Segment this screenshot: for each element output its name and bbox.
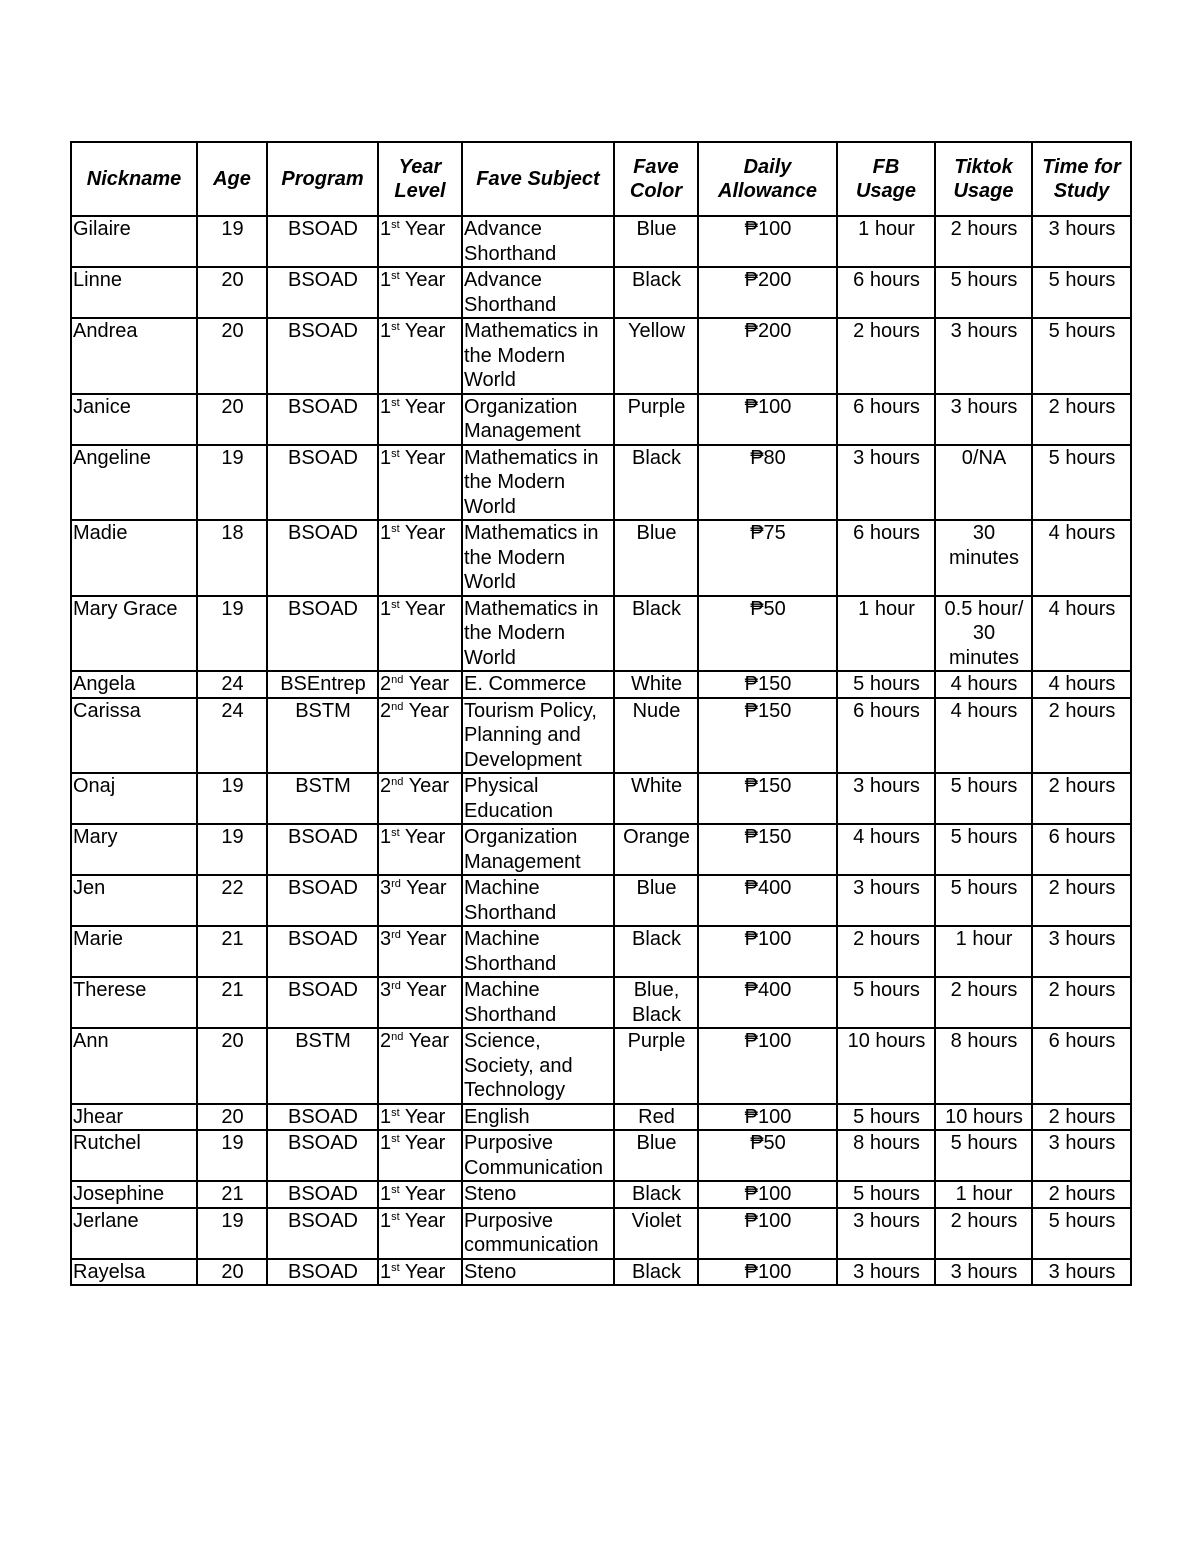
year-ordinal-suffix: nd bbox=[391, 776, 404, 788]
cell-tiktok-usage: 5 hours bbox=[935, 1130, 1032, 1181]
cell-program: BSOAD bbox=[267, 977, 378, 1028]
cell-fb-usage: 3 hours bbox=[837, 445, 935, 521]
cell-fave-subject: Machine Shorthand bbox=[462, 875, 614, 926]
cell-fb-usage: 6 hours bbox=[837, 394, 935, 445]
table-row bbox=[71, 318, 1131, 394]
year-word: Year bbox=[406, 928, 447, 950]
cell-time-for-study: 6 hours bbox=[1032, 824, 1131, 875]
cell-time-for-study: 5 hours bbox=[1032, 445, 1131, 521]
year-ordinal-suffix: st bbox=[391, 270, 400, 282]
cell-time-for-study: 5 hours bbox=[1032, 267, 1131, 318]
year-word: Year bbox=[404, 1105, 446, 1128]
cell-fb-usage: 3 hours bbox=[837, 1208, 935, 1259]
cell-time-for-study: 2 hours bbox=[1032, 977, 1131, 1028]
cell-tiktok-usage: 0.5 hour/ 30 minutes bbox=[935, 596, 1032, 672]
cell-age: 20 bbox=[197, 1028, 267, 1104]
table-row bbox=[71, 1208, 1131, 1259]
cell-year-level bbox=[378, 1104, 462, 1131]
cell-fave-subject: English bbox=[462, 1104, 614, 1131]
cell-year-level bbox=[378, 1181, 462, 1208]
cell-fb-usage: 10 hours bbox=[837, 1028, 935, 1104]
cell-nickname: Josephine bbox=[71, 1181, 197, 1208]
cell-program: BSOAD bbox=[267, 216, 378, 267]
cell-age: 21 bbox=[197, 926, 267, 977]
cell-fave-subject: Organization Management bbox=[462, 394, 614, 445]
year-number: 1 bbox=[380, 522, 392, 544]
cell-fave-subject: Machine Shorthand bbox=[462, 977, 614, 1028]
cell-daily-allowance: ₱100 bbox=[698, 1104, 837, 1131]
year-number: 1 bbox=[380, 395, 392, 418]
year-word: Year bbox=[404, 1260, 446, 1283]
year-ordinal-suffix: rd bbox=[391, 929, 401, 941]
table-row bbox=[71, 596, 1131, 672]
cell-fave-subject: Tourism Policy, Planning and Development bbox=[462, 698, 614, 774]
cell-tiktok-usage: 5 hours bbox=[935, 875, 1032, 926]
cell-age: 20 bbox=[197, 1104, 267, 1131]
year-word: Year bbox=[404, 522, 446, 544]
cell-nickname: Jerlane bbox=[71, 1208, 197, 1259]
cell-fave-subject: Mathematics in the Modern World bbox=[462, 520, 614, 596]
cell-age: 19 bbox=[197, 445, 267, 521]
table-row bbox=[71, 1130, 1131, 1181]
cell-tiktok-usage: 30 minutes bbox=[935, 520, 1032, 596]
cell-age: 20 bbox=[197, 394, 267, 445]
cell-age: 24 bbox=[197, 698, 267, 774]
cell-tiktok-usage: 0/NA bbox=[935, 445, 1032, 521]
cell-fb-usage: 5 hours bbox=[837, 977, 935, 1028]
cell-nickname: Onaj bbox=[71, 773, 197, 824]
cell-nickname: Linne bbox=[71, 267, 197, 318]
cell-time-for-study: 2 hours bbox=[1032, 875, 1131, 926]
cell-fb-usage: 6 hours bbox=[837, 698, 935, 774]
year-word: Year bbox=[404, 1209, 446, 1232]
cell-fave-color: White bbox=[614, 773, 698, 824]
year-ordinal-suffix: st bbox=[391, 598, 400, 611]
cell-daily-allowance: ₱50 bbox=[698, 596, 837, 672]
cell-daily-allowance: ₱150 bbox=[698, 773, 837, 824]
cell-nickname: Jen bbox=[71, 875, 197, 926]
cell-time-for-study: 3 hours bbox=[1032, 1259, 1131, 1286]
year-word: Year bbox=[404, 395, 446, 418]
cell-tiktok-usage: 3 hours bbox=[935, 318, 1032, 394]
cell-age: 21 bbox=[197, 1181, 267, 1208]
cell-age: 19 bbox=[197, 1130, 267, 1181]
cell-daily-allowance: ₱200 bbox=[698, 267, 837, 318]
cell-nickname: Rayelsa bbox=[71, 1259, 197, 1286]
cell-daily-allowance: ₱75 bbox=[698, 520, 837, 596]
cell-fb-usage: 6 hours bbox=[837, 267, 935, 318]
year-word: Year bbox=[404, 1183, 446, 1205]
cell-fave-subject: Organization Management bbox=[462, 824, 614, 875]
header-age: Age bbox=[197, 142, 267, 216]
cell-fave-color: Blue bbox=[614, 520, 698, 596]
cell-nickname: Rutchel bbox=[71, 1130, 197, 1181]
cell-fave-subject: Steno bbox=[462, 1181, 614, 1208]
cell-program: BSOAD bbox=[267, 520, 378, 596]
cell-age: 19 bbox=[197, 824, 267, 875]
year-word: Year bbox=[404, 826, 446, 848]
year-number: 1 bbox=[380, 1132, 392, 1154]
cell-daily-allowance: ₱100 bbox=[698, 216, 837, 267]
cell-daily-allowance: ₱150 bbox=[698, 671, 837, 698]
table-row bbox=[71, 1259, 1131, 1286]
cell-program: BSOAD bbox=[267, 394, 378, 445]
table-row bbox=[71, 394, 1131, 445]
cell-fb-usage: 2 hours bbox=[837, 318, 935, 394]
cell-program: BSOAD bbox=[267, 1259, 378, 1286]
cell-daily-allowance: ₱150 bbox=[698, 824, 837, 875]
year-number: 2 bbox=[380, 1030, 392, 1052]
header-row bbox=[71, 142, 1131, 216]
year-number: 1 bbox=[380, 1209, 392, 1232]
cell-daily-allowance: ₱100 bbox=[698, 926, 837, 977]
year-ordinal-suffix: rd bbox=[391, 980, 401, 992]
year-word: Year bbox=[406, 877, 447, 899]
cell-tiktok-usage: 2 hours bbox=[935, 216, 1032, 267]
year-ordinal-suffix: nd bbox=[391, 700, 404, 713]
cell-tiktok-usage: 2 hours bbox=[935, 977, 1032, 1028]
cell-fave-color: White bbox=[614, 671, 698, 698]
cell-year-level bbox=[378, 318, 462, 394]
header-fave-subject: Fave Subject bbox=[462, 142, 614, 216]
cell-daily-allowance: ₱100 bbox=[698, 394, 837, 445]
cell-fave-subject: Physical Education bbox=[462, 773, 614, 824]
year-ordinal-suffix: st bbox=[391, 523, 400, 535]
year-word: Year bbox=[406, 979, 447, 1001]
cell-tiktok-usage: 3 hours bbox=[935, 394, 1032, 445]
cell-year-level bbox=[378, 773, 462, 824]
cell-tiktok-usage: 3 hours bbox=[935, 1259, 1032, 1286]
cell-daily-allowance: ₱400 bbox=[698, 977, 837, 1028]
cell-fave-color: Yellow bbox=[614, 318, 698, 394]
year-word: Year bbox=[404, 320, 446, 342]
table-row bbox=[71, 824, 1131, 875]
year-ordinal-suffix: st bbox=[391, 1184, 400, 1196]
cell-program: BSOAD bbox=[267, 318, 378, 394]
cell-daily-allowance: ₱80 bbox=[698, 445, 837, 521]
cell-tiktok-usage: 4 hours bbox=[935, 671, 1032, 698]
year-number: 1 bbox=[380, 269, 392, 291]
cell-year-level bbox=[378, 926, 462, 977]
table-row bbox=[71, 1181, 1131, 1208]
cell-year-level bbox=[378, 394, 462, 445]
cell-fb-usage: 8 hours bbox=[837, 1130, 935, 1181]
cell-tiktok-usage: 1 hour bbox=[935, 1181, 1032, 1208]
cell-fave-color: Black bbox=[614, 596, 698, 672]
cell-nickname: Angela bbox=[71, 671, 197, 698]
cell-age: 19 bbox=[197, 1208, 267, 1259]
cell-fave-subject: Purposive communication bbox=[462, 1208, 614, 1259]
cell-nickname: Gilaire bbox=[71, 216, 197, 267]
table-row bbox=[71, 926, 1131, 977]
header-nickname: Nickname bbox=[71, 142, 197, 216]
cell-daily-allowance: ₱50 bbox=[698, 1130, 837, 1181]
table-row bbox=[71, 216, 1131, 267]
year-number: 1 bbox=[380, 1260, 392, 1283]
cell-nickname: Ann bbox=[71, 1028, 197, 1104]
cell-fb-usage: 4 hours bbox=[837, 824, 935, 875]
cell-fave-color: Red bbox=[614, 1104, 698, 1131]
cell-tiktok-usage: 10 hours bbox=[935, 1104, 1032, 1131]
cell-age: 20 bbox=[197, 318, 267, 394]
cell-fave-color: Black bbox=[614, 445, 698, 521]
cell-age: 22 bbox=[197, 875, 267, 926]
cell-program: BSOAD bbox=[267, 596, 378, 672]
year-word: Year bbox=[404, 446, 446, 469]
cell-fave-color: Black bbox=[614, 267, 698, 318]
cell-fave-color: Blue, Black bbox=[614, 977, 698, 1028]
cell-year-level bbox=[378, 1259, 462, 1286]
cell-fb-usage: 3 hours bbox=[837, 773, 935, 824]
cell-program: BSEntrep bbox=[267, 671, 378, 698]
cell-program: BSOAD bbox=[267, 445, 378, 521]
cell-fave-color: Purple bbox=[614, 1028, 698, 1104]
year-ordinal-suffix: st bbox=[391, 827, 400, 839]
year-ordinal-suffix: nd bbox=[391, 674, 404, 686]
cell-fb-usage: 2 hours bbox=[837, 926, 935, 977]
cell-program: BSOAD bbox=[267, 267, 378, 318]
cell-time-for-study: 2 hours bbox=[1032, 698, 1131, 774]
year-ordinal-suffix: st bbox=[391, 321, 400, 333]
cell-time-for-study: 3 hours bbox=[1032, 216, 1131, 267]
cell-nickname: Janice bbox=[71, 394, 197, 445]
cell-nickname: Madie bbox=[71, 520, 197, 596]
cell-year-level bbox=[378, 1208, 462, 1259]
cell-fave-subject: Mathematics in the Modern World bbox=[462, 445, 614, 521]
year-number: 1 bbox=[380, 826, 392, 848]
cell-fb-usage: 1 hour bbox=[837, 216, 935, 267]
table-row bbox=[71, 267, 1131, 318]
table-row bbox=[71, 773, 1131, 824]
cell-time-for-study: 3 hours bbox=[1032, 1130, 1131, 1181]
year-ordinal-suffix: rd bbox=[391, 878, 401, 890]
table-row bbox=[71, 671, 1131, 698]
table-row bbox=[71, 977, 1131, 1028]
cell-tiktok-usage: 5 hours bbox=[935, 824, 1032, 875]
cell-fave-subject: Advance Shorthand bbox=[462, 216, 614, 267]
year-ordinal-suffix: st bbox=[391, 1133, 400, 1145]
header-daily-allowance: Daily Allowance bbox=[698, 142, 837, 216]
cell-age: 19 bbox=[197, 596, 267, 672]
cell-time-for-study: 5 hours bbox=[1032, 318, 1131, 394]
cell-program: BSOAD bbox=[267, 1181, 378, 1208]
year-number: 1 bbox=[380, 1105, 392, 1128]
cell-year-level bbox=[378, 445, 462, 521]
year-word: Year bbox=[404, 269, 446, 291]
cell-fb-usage: 1 hour bbox=[837, 596, 935, 672]
cell-time-for-study: 2 hours bbox=[1032, 1104, 1131, 1131]
year-number: 1 bbox=[380, 320, 392, 342]
year-ordinal-suffix: st bbox=[391, 219, 400, 231]
year-ordinal-suffix: nd bbox=[391, 1031, 404, 1043]
year-ordinal-suffix: st bbox=[391, 1210, 400, 1223]
year-number: 1 bbox=[380, 1183, 392, 1205]
year-ordinal-suffix: st bbox=[391, 447, 400, 460]
cell-tiktok-usage: 2 hours bbox=[935, 1208, 1032, 1259]
cell-age: 20 bbox=[197, 1259, 267, 1286]
cell-fave-subject: Mathematics in the Modern World bbox=[462, 596, 614, 672]
cell-fave-color: Black bbox=[614, 1181, 698, 1208]
cell-program: BSOAD bbox=[267, 875, 378, 926]
cell-fave-color: Purple bbox=[614, 394, 698, 445]
cell-daily-allowance: ₱150 bbox=[698, 698, 837, 774]
cell-tiktok-usage: 4 hours bbox=[935, 698, 1032, 774]
cell-program: BSTM bbox=[267, 698, 378, 774]
year-word: Year bbox=[404, 597, 446, 620]
year-word: Year bbox=[408, 699, 449, 722]
cell-age: 21 bbox=[197, 977, 267, 1028]
cell-nickname: Mary Grace bbox=[71, 596, 197, 672]
cell-fave-color: Orange bbox=[614, 824, 698, 875]
cell-fave-subject: Steno bbox=[462, 1259, 614, 1286]
cell-age: 18 bbox=[197, 520, 267, 596]
header-tiktok-usage: Tiktok Usage bbox=[935, 142, 1032, 216]
cell-daily-allowance: ₱200 bbox=[698, 318, 837, 394]
cell-daily-allowance: ₱100 bbox=[698, 1259, 837, 1286]
cell-year-level bbox=[378, 267, 462, 318]
cell-tiktok-usage: 8 hours bbox=[935, 1028, 1032, 1104]
table-row bbox=[71, 1104, 1131, 1131]
year-number: 3 bbox=[380, 928, 392, 950]
cell-nickname: Therese bbox=[71, 977, 197, 1028]
cell-age: 20 bbox=[197, 267, 267, 318]
cell-fb-usage: 5 hours bbox=[837, 1181, 935, 1208]
cell-daily-allowance: ₱100 bbox=[698, 1181, 837, 1208]
cell-program: BSOAD bbox=[267, 824, 378, 875]
table-body bbox=[71, 216, 1131, 1285]
year-ordinal-suffix: st bbox=[391, 1106, 400, 1119]
year-number: 2 bbox=[380, 775, 392, 797]
cell-age: 24 bbox=[197, 671, 267, 698]
cell-fb-usage: 6 hours bbox=[837, 520, 935, 596]
cell-nickname: Angeline bbox=[71, 445, 197, 521]
cell-fave-color: Blue bbox=[614, 216, 698, 267]
table-row bbox=[71, 445, 1131, 521]
year-word: Year bbox=[404, 1132, 446, 1154]
cell-time-for-study: 2 hours bbox=[1032, 394, 1131, 445]
year-number: 1 bbox=[380, 597, 392, 620]
cell-program: BSOAD bbox=[267, 926, 378, 977]
cell-nickname: Mary bbox=[71, 824, 197, 875]
cell-program: BSTM bbox=[267, 1028, 378, 1104]
cell-fb-usage: 3 hours bbox=[837, 1259, 935, 1286]
cell-year-level bbox=[378, 1130, 462, 1181]
cell-fave-color: Blue bbox=[614, 875, 698, 926]
header-fb-usage: FB Usage bbox=[837, 142, 935, 216]
cell-time-for-study: 5 hours bbox=[1032, 1208, 1131, 1259]
year-word: Year bbox=[408, 1030, 449, 1052]
cell-fave-color: Nude bbox=[614, 698, 698, 774]
cell-fave-subject: Machine Shorthand bbox=[462, 926, 614, 977]
cell-time-for-study: 2 hours bbox=[1032, 773, 1131, 824]
cell-age: 19 bbox=[197, 216, 267, 267]
cell-fave-color: Black bbox=[614, 1259, 698, 1286]
cell-fave-subject: Science, Society, and Technology bbox=[462, 1028, 614, 1104]
year-number: 3 bbox=[380, 877, 392, 899]
year-number: 1 bbox=[380, 218, 392, 240]
cell-tiktok-usage: 1 hour bbox=[935, 926, 1032, 977]
cell-daily-allowance: ₱100 bbox=[698, 1208, 837, 1259]
cell-time-for-study: 4 hours bbox=[1032, 671, 1131, 698]
cell-nickname: Andrea bbox=[71, 318, 197, 394]
cell-tiktok-usage: 5 hours bbox=[935, 267, 1032, 318]
table-row bbox=[71, 698, 1131, 774]
cell-fave-color: Black bbox=[614, 926, 698, 977]
cell-year-level bbox=[378, 698, 462, 774]
cell-fb-usage: 5 hours bbox=[837, 671, 935, 698]
header-time-for-study: Time for Study bbox=[1032, 142, 1131, 216]
cell-year-level bbox=[378, 875, 462, 926]
cell-program: BSOAD bbox=[267, 1104, 378, 1131]
year-number: 2 bbox=[380, 673, 392, 695]
year-number: 3 bbox=[380, 979, 392, 1001]
cell-fave-subject: E. Commerce bbox=[462, 671, 614, 698]
cell-year-level bbox=[378, 520, 462, 596]
cell-time-for-study: 6 hours bbox=[1032, 1028, 1131, 1104]
year-number: 1 bbox=[380, 446, 392, 469]
cell-time-for-study: 3 hours bbox=[1032, 926, 1131, 977]
cell-time-for-study: 4 hours bbox=[1032, 520, 1131, 596]
cell-fave-subject: Purposive Communication bbox=[462, 1130, 614, 1181]
cell-nickname: Marie bbox=[71, 926, 197, 977]
survey-table bbox=[70, 141, 1132, 1286]
header-year-level: Year Level bbox=[378, 142, 462, 216]
year-word: Year bbox=[408, 775, 449, 797]
cell-year-level bbox=[378, 977, 462, 1028]
year-ordinal-suffix: st bbox=[391, 1261, 400, 1274]
header-program: Program bbox=[267, 142, 378, 216]
cell-year-level bbox=[378, 824, 462, 875]
cell-time-for-study: 4 hours bbox=[1032, 596, 1131, 672]
year-ordinal-suffix: st bbox=[391, 396, 400, 409]
cell-fb-usage: 3 hours bbox=[837, 875, 935, 926]
table-row bbox=[71, 1028, 1131, 1104]
cell-program: BSOAD bbox=[267, 1208, 378, 1259]
table-row bbox=[71, 875, 1131, 926]
cell-nickname: Jhear bbox=[71, 1104, 197, 1131]
cell-age: 19 bbox=[197, 773, 267, 824]
cell-time-for-study: 2 hours bbox=[1032, 1181, 1131, 1208]
year-number: 2 bbox=[380, 699, 392, 722]
cell-year-level bbox=[378, 596, 462, 672]
cell-year-level bbox=[378, 671, 462, 698]
cell-year-level bbox=[378, 216, 462, 267]
cell-daily-allowance: ₱100 bbox=[698, 1028, 837, 1104]
cell-fave-subject: Advance Shorthand bbox=[462, 267, 614, 318]
cell-program: BSTM bbox=[267, 773, 378, 824]
cell-tiktok-usage: 5 hours bbox=[935, 773, 1032, 824]
year-word: Year bbox=[404, 218, 446, 240]
cell-year-level bbox=[378, 1028, 462, 1104]
year-word: Year bbox=[408, 673, 449, 695]
cell-fave-color: Blue bbox=[614, 1130, 698, 1181]
cell-fave-color: Violet bbox=[614, 1208, 698, 1259]
table-row bbox=[71, 520, 1131, 596]
cell-daily-allowance: ₱400 bbox=[698, 875, 837, 926]
cell-fb-usage: 5 hours bbox=[837, 1104, 935, 1131]
cell-nickname: Carissa bbox=[71, 698, 197, 774]
header-fave-color: Fave Color bbox=[614, 142, 698, 216]
cell-fave-subject: Mathematics in the Modern World bbox=[462, 318, 614, 394]
cell-program: BSOAD bbox=[267, 1130, 378, 1181]
